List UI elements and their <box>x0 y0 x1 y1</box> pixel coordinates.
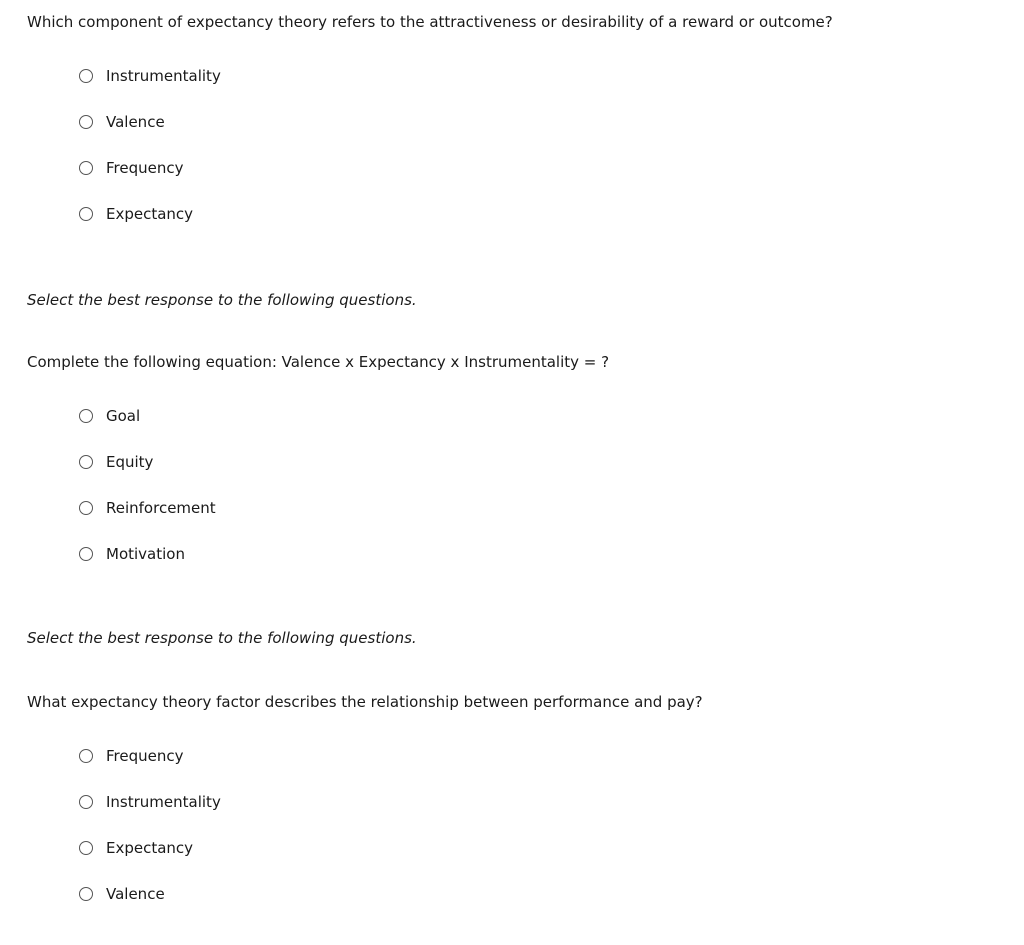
q2-option-goal[interactable] <box>79 407 216 453</box>
radio-button[interactable] <box>79 795 93 809</box>
radio-button[interactable] <box>79 207 93 221</box>
radio-button[interactable] <box>79 501 93 515</box>
option-label: Expectancy <box>106 205 194 223</box>
q3-option-frequency[interactable] <box>79 747 221 793</box>
option-label: Reinforcement <box>106 499 216 517</box>
radio-button[interactable] <box>79 115 93 129</box>
radio-button[interactable] <box>79 69 93 83</box>
q1-option-instrumentality[interactable] <box>79 67 221 113</box>
radio-button[interactable] <box>79 409 93 423</box>
question-1-text: Which component of expectancy theory refers to the attractiveness or desirability of a reward or outcome? <box>27 13 833 31</box>
question-2-options <box>79 407 216 591</box>
radio-button[interactable] <box>79 749 93 763</box>
radio-button[interactable] <box>79 161 93 175</box>
q1-option-frequency[interactable] <box>79 159 221 205</box>
q3-option-valence[interactable] <box>79 885 221 931</box>
q2-option-motivation[interactable] <box>79 545 216 591</box>
radio-button[interactable] <box>79 455 93 469</box>
option-label: Expectancy <box>106 839 194 857</box>
radio-button[interactable] <box>79 547 93 561</box>
radio-button[interactable] <box>79 887 93 901</box>
option-label: Frequency <box>106 747 184 765</box>
q2-option-equity[interactable] <box>79 453 216 499</box>
question-1-options <box>79 67 221 251</box>
q2-option-reinforcement[interactable] <box>79 499 216 545</box>
question-3-text: What expectancy theory factor describes the relationship between performance and pay? <box>27 693 703 711</box>
question-3-instruction: Select the best response to the following questions. <box>27 629 417 647</box>
option-label: Valence <box>106 885 165 903</box>
q1-option-valence[interactable] <box>79 113 221 159</box>
radio-button[interactable] <box>79 841 93 855</box>
option-label: Motivation <box>106 545 185 563</box>
option-label: Instrumentality <box>106 793 221 811</box>
q3-option-expectancy[interactable] <box>79 839 221 885</box>
question-2-text: Complete the following equation: Valence x Expectancy x Instrumentality = ? <box>27 353 610 371</box>
option-label: Goal <box>106 407 141 425</box>
option-label: Equity <box>106 453 154 471</box>
q3-option-instrumentality[interactable] <box>79 793 221 839</box>
question-2-instruction: Select the best response to the following questions. <box>27 291 417 309</box>
option-label: Valence <box>106 113 165 131</box>
option-label: Instrumentality <box>106 67 221 85</box>
question-3-options <box>79 747 221 931</box>
q1-option-expectancy[interactable] <box>79 205 221 251</box>
option-label: Frequency <box>106 159 184 177</box>
